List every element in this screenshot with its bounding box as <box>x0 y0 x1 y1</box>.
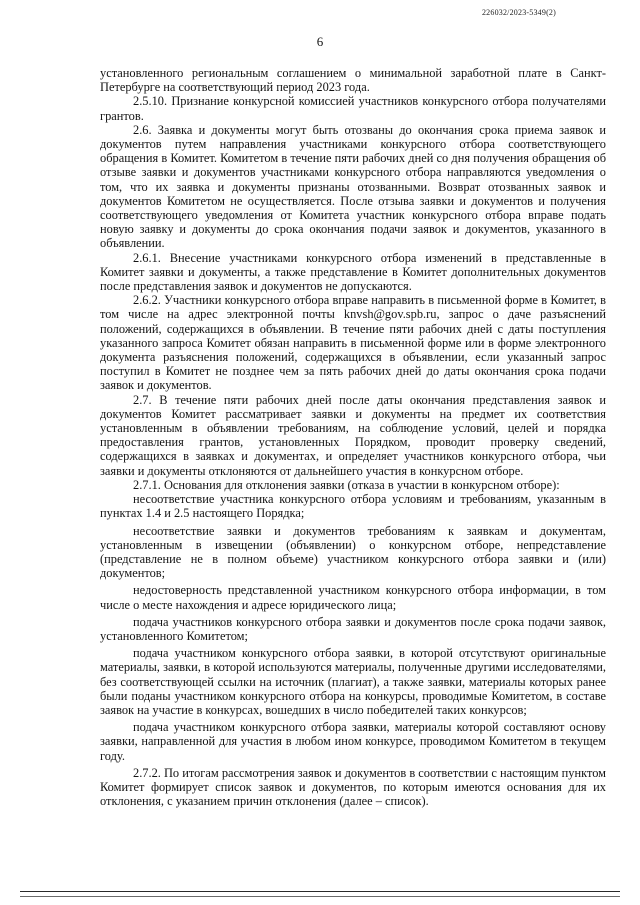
paragraph-continuation: установленного региональным соглашением о минимальной заработной плате в Санкт-Петербурге на соответствующий период 2023 года. <box>100 66 606 95</box>
footer-divider-line <box>20 891 620 892</box>
paragraph-2-6-2: 2.6.2. Участники конкурсного отбора вправе направить в письменной форме в Комитет, в том числе на адрес электронной почты knvsh@gov.spb.ru, запрос о даче разъяснений положений, содержащихся в объявлении. В течение пяти рабочих дней с даты поступления указанного запроса Комитет обязан направить в письменной форме или в форме электронного документа разъяснения положений, содержащихся в объявлении, если указанный запрос поступил в Комитет не позднее чем за пять рабочих дней до даты окончания срока подачи заявок и документов. <box>100 293 606 393</box>
paragraph-2-7-1: 2.7.1. Основания для отклонения заявки (отказа в участии в конкурсном отборе): <box>133 477 560 492</box>
paragraph-2-7: 2.7. В течение пяти рабочих дней после даты окончания представления заявок и документов Комитет рассматривает заявки и документы на предмет их соответствия установленным в объявлении требованиям, на соблюдение условий, целей и порядка предоставления грантов, установленных Порядком, проводит проверку сведений, содержащихся в заявках и документах, и определяет участников конкурсного отбора, чьи заявки и документы отклоняются от дальнейшего участия в конкурсном отборе. <box>100 392 606 478</box>
paragraph-2-6: 2.6. Заявка и документы могут быть отозваны до окончания срока приема заявок и документов путем направления участниками конкурсного отбора соответствующего обращения в Комитет. Комитетом в течение пяти рабочих дней со дня получения обращения об отзыве заявки и документов участниками конкурсного отбора направляются уведомления о том, что их заявка и документы признаны отозванными. Возврат отозванных заявок и документов Комитетом не осуществляется. После отзыва заявки и документов и получения соответствующего уведомления от Комитета участник конкурсного отбора вправе подать новую заявку и документы до срока окончания подачи заявок и документов, указанного в объявлении. <box>100 122 606 251</box>
page-number: 6 <box>316 34 324 49</box>
paragraph-2-6-1: 2.6.1. Внесение участниками конкурсного отбора изменений в представленные в Комитет заявки и документы, а также представление в Комитет дополнительных документов после представления заявок и документов не допускаются. <box>100 250 606 294</box>
paragraph-2-5-10: 2.5.10. Признание конкурсной комиссией участников конкурсного отбора получателями грантов. <box>100 94 606 123</box>
document-registration-number: 226032/2023-5349(2) <box>481 8 556 17</box>
rejection-ground-item: подача участников конкурсного отбора заявки и документов после срока подачи заявок, установленного Комитетом; <box>100 614 606 643</box>
rejection-ground-item: несоответствие заявки и документов требованиям к заявкам и документам, установленным в извещении (объявлении) о конкурсном отборе, непредставление (представление не в полном объеме) участником конкурсного отбора заявки и (или) документов; <box>100 523 606 581</box>
paragraph-2-7-2: 2.7.2. По итогам рассмотрения заявок и документов в соответствии с настоящим пунктом Комитет формирует список заявок и документов, по которым имеются основания для их отклонения, с указанием причин отклонения (далее – список). <box>100 765 607 809</box>
rejection-ground-item: несоответствие участника конкурсного отбора условиям и требованиям, указанным в пунктах 1.4 и 2.5 настоящего Порядка; <box>100 492 606 521</box>
rejection-ground-item: недостоверность представленной участником конкурсного отбора информации, в том числе о месте нахождения и адресе юридического лица; <box>100 583 606 612</box>
footer-divider-line <box>20 896 620 897</box>
rejection-ground-item: подача участником конкурсного отбора заявки, в которой отсутствуют оригинальные материалы, заявки, в которой используются материалы, полученные другими исследователями, без соответствующей ссылки на источник (плагиат), а также заявки, материалы которых ранее были поданы участником конкурсного отбора на конкурсы, проводимые Комитетом, в составе заявок на участие в конкурсах, вошедших в число победителей таких конкурсов; <box>100 646 606 717</box>
document-body <box>100 66 606 808</box>
rejection-ground-item: подача участником конкурсного отбора заявки, материалы которой составляют основу заявки, направленной для участия в любом ином конкурсе, проводимом Комитетом в текущем году. <box>100 720 606 763</box>
